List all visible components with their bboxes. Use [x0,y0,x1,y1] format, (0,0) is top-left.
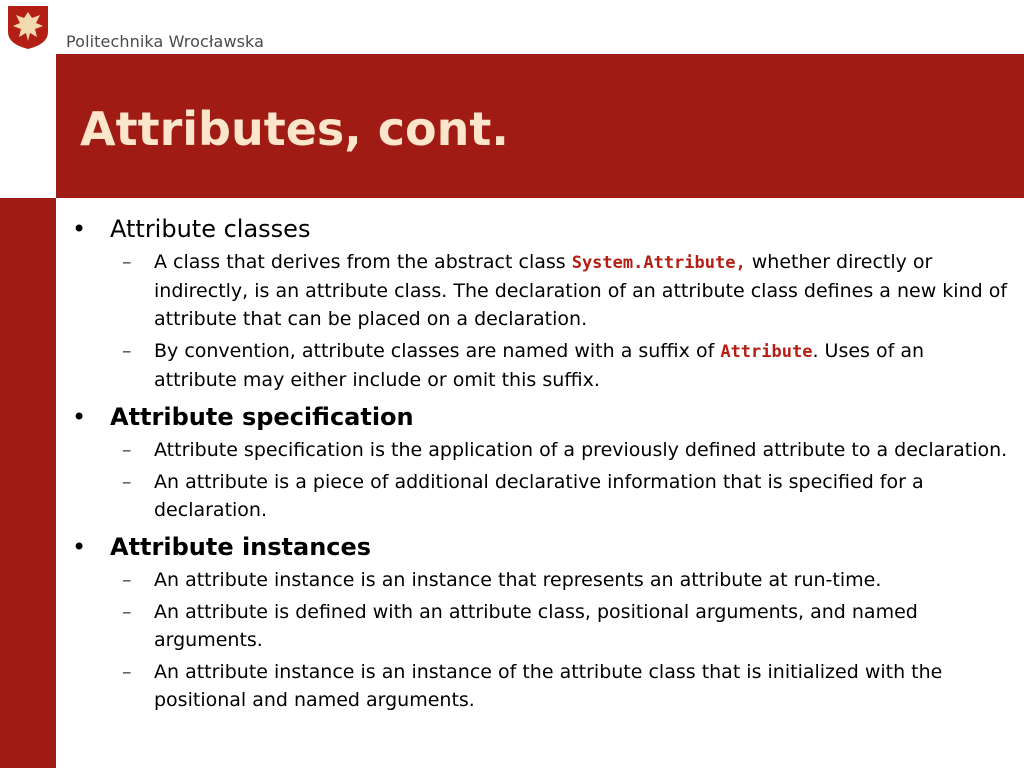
bullet-dot: • [72,533,87,561]
sub-bullet [70,337,1010,394]
sub-text: whether directly or indirectly, is an attribute class. The declaration of an attribute class defines a new kind of attribute that can be placed on a declaration. [154,251,1008,330]
left-accent-strip [0,198,56,768]
dash-marker: – [122,340,132,362]
bullet-dot: • [72,403,87,431]
dash-marker: – [122,251,132,273]
bullet-dot: • [72,215,87,243]
bullet-label: Attribute instances [110,533,372,561]
title-band [56,54,1024,198]
university-name: Politechnika Wrocławska [66,32,265,51]
dash-marker: – [122,661,132,683]
dash-marker: – [122,471,132,493]
dash-marker: – [122,601,132,623]
bullet-attribute-instances [70,532,1010,562]
sub-bullet [70,436,1010,464]
sub-bullet [70,248,1010,333]
top-header [0,0,1024,54]
bullet-attribute-specification [70,402,1010,432]
sub-bullet [70,598,1010,654]
eagle-crest-icon [6,4,50,50]
sub-text: An attribute is defined with an attribute class, positional arguments, and named arguments. [154,601,918,651]
sub-text: By convention, attribute classes are named with a suffix of [154,340,721,362]
sub-text: Attribute specification is the application of a previously defined attribute to a declaration. [154,439,1008,461]
bullet-label: Attribute classes [110,215,311,243]
sub-bullet [70,468,1010,524]
sub-bullet [70,658,1010,714]
sub-text: . Uses of an attribute may either include or omit this suffix. [154,340,925,391]
bullet-attribute-classes [70,214,1010,244]
bullet-label: Attribute specification [110,403,414,431]
slide-title: Attributes, cont. [80,102,509,156]
sub-bullet [70,566,1010,594]
sub-text: An attribute is a piece of additional declarative information that is specified for a declaration. [154,471,924,521]
dash-marker: – [122,569,132,591]
dash-marker: – [122,439,132,461]
code-system-attribute: System.Attribute, [571,253,746,273]
code-attribute: Attribute [720,342,813,362]
slide-content [70,214,1010,714]
sub-text: A class that derives from the abstract class [154,251,572,273]
sub-text: An attribute instance is an instance of the attribute class that is initialized with the positional and named arguments. [154,661,943,711]
sub-text: An attribute instance is an instance that represents an attribute at run-time. [154,569,882,591]
